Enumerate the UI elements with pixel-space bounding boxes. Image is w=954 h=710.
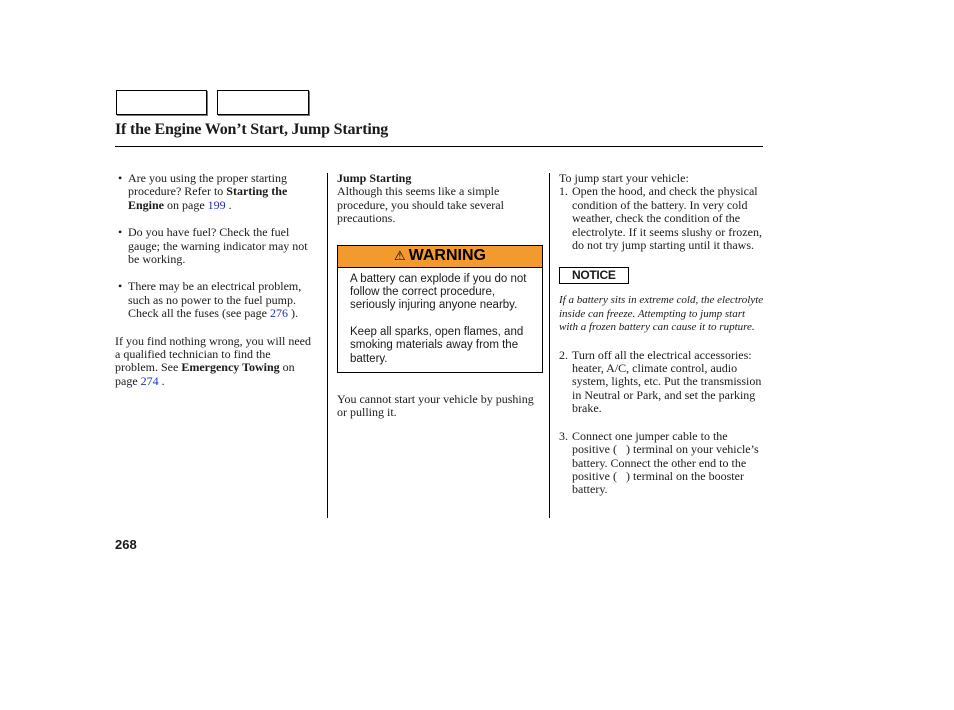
page-title: If the Engine Won’t Start, Jump Starting <box>115 121 389 138</box>
warning-box <box>337 245 543 373</box>
notice-label: NOTICE <box>559 267 629 284</box>
paragraph: Although this seems like a simple procedure, you should take several precautions. <box>337 184 504 226</box>
section-heading: Jump Starting <box>337 171 412 185</box>
step-item: 1. Open the hood, and check the physical condition of the battery. In very cold weather, check the condition of the electrolyte. If it seems slushy or frozen, do not try jump starting until it thaws. <box>559 184 762 253</box>
nav-button-1[interactable] <box>116 90 207 115</box>
bullet-item: • Do you have fuel? Check the fuel gauge; the warning indicator may not be working. <box>118 225 308 267</box>
paragraph: To jump start your vehicle: <box>559 171 689 185</box>
warning-header: ⚠ WARNING <box>338 246 542 268</box>
column-2 <box>337 172 537 420</box>
column-divider <box>327 173 328 518</box>
bold-ref: Emergency Towing <box>181 360 280 375</box>
column-1 <box>115 172 315 388</box>
step-item: 2. Turn off all the electrical accessories: heater, A/C, climate control, audio system, lights, etc. Put the transmission in Neutral or Park, and set the parking brake. <box>559 347 762 416</box>
warning-body: A battery can explode if you do not follow the correct procedure, seriously injuring anyone nearby. Keep all sparks, open flames, and smoking materials away from the battery. <box>350 272 527 365</box>
title-rule <box>115 146 763 147</box>
nav-button-2[interactable] <box>217 90 309 115</box>
column-3 <box>559 172 764 497</box>
bullet-item: • There may be an electrical problem, such as no power to the fuel pump. Check all the fuses (see page 276 ). <box>118 279 302 321</box>
bullet-item: • Are you using the proper starting procedure? Refer to Starting the Engine on page 199 . <box>118 171 288 212</box>
bold-ref: Starting the Engine <box>128 184 288 212</box>
page-link[interactable]: 276 <box>269 306 288 321</box>
paragraph: You cannot start your vehicle by pushing or pulling it. <box>337 392 534 420</box>
paragraph: If you find nothing wrong, you will need a qualified technician to find the problem. See Emergency Towing on page 274 . <box>115 333 311 388</box>
page-number: 268 <box>115 537 137 552</box>
step-item: 3. Connect one jumper cable to the positive ( ) terminal on your vehicle’s battery. Connect the other end to the positive ( ) terminal on the booster battery. <box>559 428 759 497</box>
page-link[interactable]: 274 <box>140 373 159 388</box>
notice-text: If a battery sits in extreme cold, the electrolyte inside can freeze. Attempting to jump start with a frozen battery can cause it to rupture. <box>559 294 764 334</box>
warning-triangle-icon: ⚠ <box>394 248 406 264</box>
page-link[interactable]: 199 <box>207 197 226 212</box>
column-divider <box>549 173 550 518</box>
